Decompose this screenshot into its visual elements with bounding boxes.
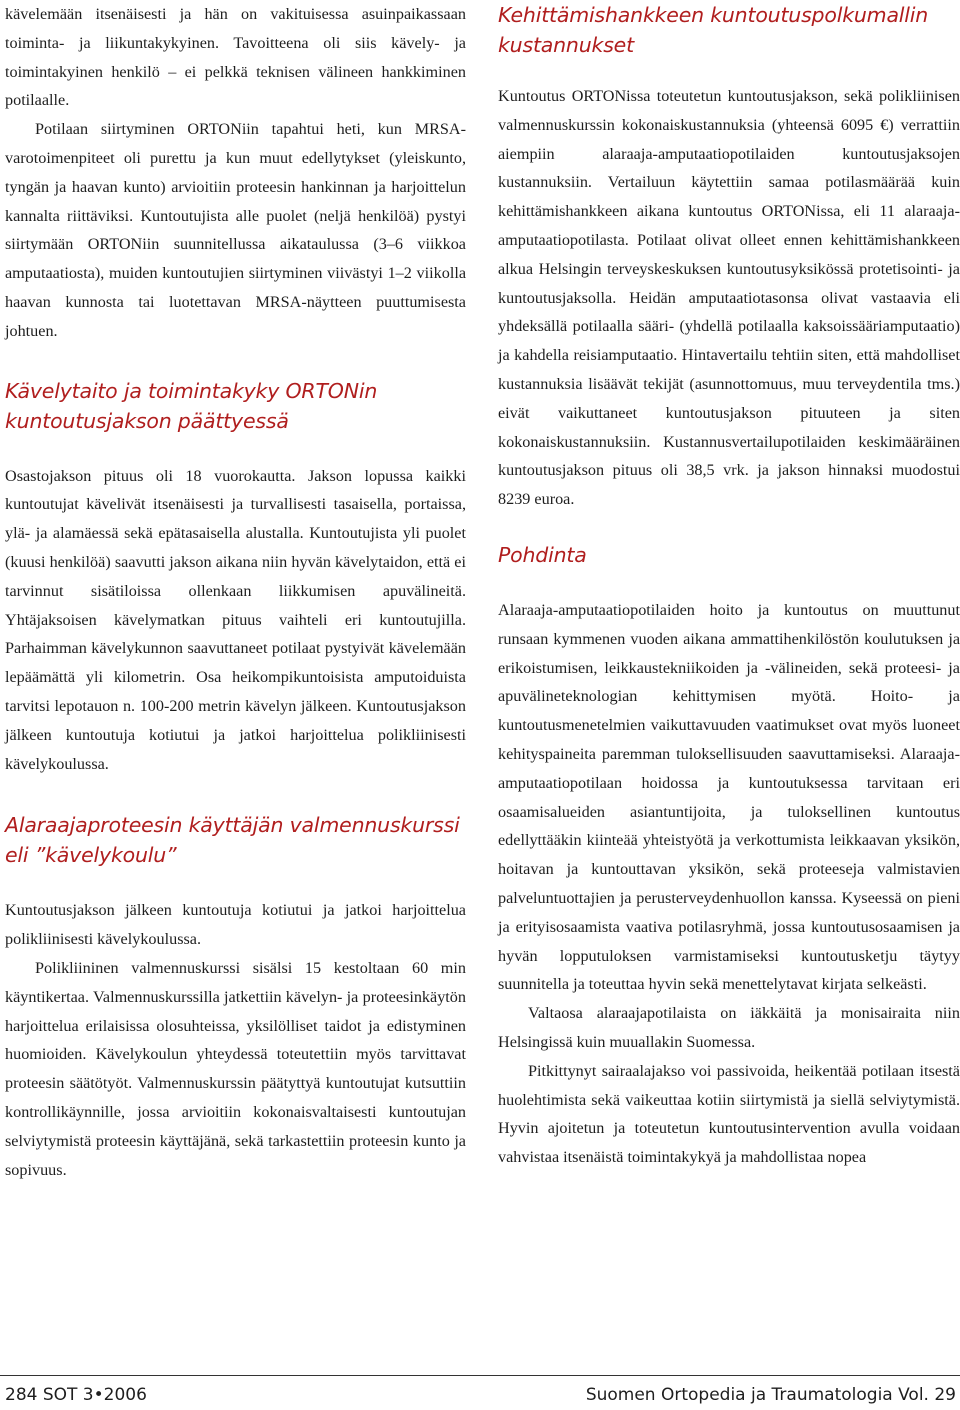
section-heading: Kävelytaito ja toimintakyky ORTONin kuntoutusjakson päättyessä [5,378,378,433]
paragraph: kävelemään itsenäisesti ja hän on vakituisessa asuinpaikassaan toiminta- ja liikuntakykyinen. Tavoitteena oli siis kävely- ja toimintakyinen henkilö – ei pelkkä teknisen välineen hankkiminen potilaalle. [5,5,466,110]
footer-divider [0,1375,960,1376]
paragraph: Potilaan siirtyminen ORTONiin tapahtui heti, kun MRSA-varotoimenpiteet oli purettu ja kun muut edellytykset (yleiskunto, tyngän ja haavan kunto) arvioitiin proteesin hankinnan ja harjoittelun kannalta riittäviksi. Kuntoutujista alle puolet (neljä henkilöä) pystyi siirtymään ORTONiin suunnitellussa aikataulussa (3–6 viikkoa amputaatiosta), muiden kuntoutujien siirtyminen viivästyi 1–2 viikolla haavan kunnosta tai luotettavan MRSA-näytteen puuttumisesta johtuen. [5,120,466,340]
paragraph: Polikliininen valmennuskurssi sisälsi 15 kestoltaan 60 min käyntikertaa. Valmennuskurssilla jatkettiin kävelyn- ja proteesinkäytön harjoittelua erilaisissa olosuhteissa, yksilölliset taidot ja edistyminen huomioiden. Kävelykoulun yhteydessä toteutettiin myös tarvittavat proteesin säätötyöt. Valmennuskurssin päätyttyä kuntoutujat kutsuttiin kontrollikäynnille, jossa arvioitiin kokonaisvaltaisesti kuntoutujan selviytymistä proteesin käyttäjänä, sekä tarkastettiin proteesin kunto ja sopivuus. [5,958,466,1179]
footer-issue: 284 SOT 3•2006 [5,1385,147,1405]
paragraph: Alaraaja-amputaatiopotilaiden hoito ja kuntoutus on muuttunut runsaan kymmenen vuoden aikana ammattihenkilöstön koulutuksen ja erikoistumisen, leikkaustekniikoiden ja -välineiden, sekä proteesi- ja apuvälineteknologian kehittymisen myötä. Hoito- ja kuntoutusmenetelmien vaikuttavuuden vaatimukset ovat myös luoneet kehityspaineita paremman tuloksellisuuden saavuttamiseksi. Alaraaja-amputaatiopotilaan hoidossa ja kuntoutuksessa tarvitaan eri osaamisalueiden asiantuntijoita, ja tuloksellinen kuntoutus edellyttääkin kiinteää yhteistyötä ja verkottumista leikkaavan yksikön, hoitavan ja kuntouttavan yksikön, sekä proteeseja valmistavien palveluntuottajien ja perusterveydenhuollon kanssa. Kyseessä on pieni ja erityisosaamista vaativa potilasryhmä, jossa kuntoutusosaamisen ja hyvän lopputuloksen varmistamiseksi kuntoutusketju täytyy suunnitella ja toteuttaa hyvin sekä menettelytavat kirjata selkeästi. [498,600,960,994]
paragraph: Kuntoutusjakson jälkeen kuntoutuja kotiutui ja jatkoi harjoittelua polikliinisesti kävelykoulussa. [5,901,466,949]
paragraph: Valtaosa alaraajapotilaista on iäkkäitä ja monisairaita niin Helsingissä kuin muuallakin Suomessa. [498,1004,960,1051]
section-heading: Alaraajaproteesin käyttäjän valmennuskurssi eli ”kävelykoulu” [5,813,460,868]
paragraph: Kuntoutus ORTONissa toteutetun kuntoutusjakson, sekä polikliinisen valmennuskurssin kokonaiskustannuksia (yhteensä 6095 €) verrattiin aiempiin alaraaja-amputaatiopotilaiden kuntoutusjaksojen kustannuksiin. Vertailuun käytettiin samaa potilasmäärää kuin kehittämishankkeen aikana kuntoutus ORTONissa, eli 11 alaraaja-amputaatiopotilasta. Potilaat olivat olleet ennen kehittämishankkeen alkua Helsingin terveyskeskuksen kuntoutusyksikössä protetisointi- ja kuntoutusjaksolla. Heidän amputaatiotasonsa olivat vastaavia eli yhdeksällä potilaalla sääri- (yhdellä potilaalla kaksoissääriamputaatio) ja kahdella reisiamputaatio. Hintavertailu tehtiin siten, että mahdolliset kustannuksia lisäävät tekijät (asunnottomuus, muu terveydentila tms.) eivät vaikuttaneet kuntoutusjakson pituuteen ja siten kokonaiskustannuksiin. Kustannusvertailupotilaiden keskimääräinen kuntoutusjakson pituus oli 38,5 vrk. ja jakson hinnaksi muodostui 8239 euroa. [498,87,960,509]
left-column [5,0,466,1184]
footer-journal: Suomen Ortopedia ja Traumatologia Vol. 29 [585,1385,956,1405]
right-column [498,0,960,1172]
section-heading: Kehittämishankkeen kuntoutuspolkumallin kustannukset [498,3,929,57]
paragraph: Pitkittynyt sairaalajakso voi passivoida, heikentää potilaan itsestä huolehtimista sekä vaikeuttaa kotiin siirtymistä ja siellä selviytymistä. Hyvin ajoitetun ja toteutetun kuntoutusintervention avulla voidaan vahvistaa itsenäistä toimintakykyä ja mahdollistaa nopea [498,1061,960,1167]
paragraph: Osastojakson pituus oli 18 vuorokautta. Jakson lopussa kaikki kuntoutujat kävelivät itsenäisesti ja turvallisesti tasaisella, portaissa, ylä- ja alamäessä sekä epätasaisella alustalla. Kuntoutujista yli puolet (kuusi henkilöä) saavutti jakson aikana niin hyvän kävelytaidon, että ei tarvinnut sisätiloissa ollenkaan liikkumisen apuvälineitä. Yhtäjaksoisen kävelymatkan pituus vaihteli eri kuntoutujilla. Parhaimman kävelykunnon saavuttaneet potilaat pystyivät kävelemään lepäämättä yli kilometrin. Osa heikompikuntoisista amputoiduista tarvitsi lepotauon n. 100-200 metrin kävelyn jälkeen. Kuntoutusjakson jälkeen kuntoutuja kotiutui ja jatkoi harjoittelua polikliinisesti kävelykoulussa. [5,466,466,773]
section-heading: Pohdinta [498,542,587,567]
